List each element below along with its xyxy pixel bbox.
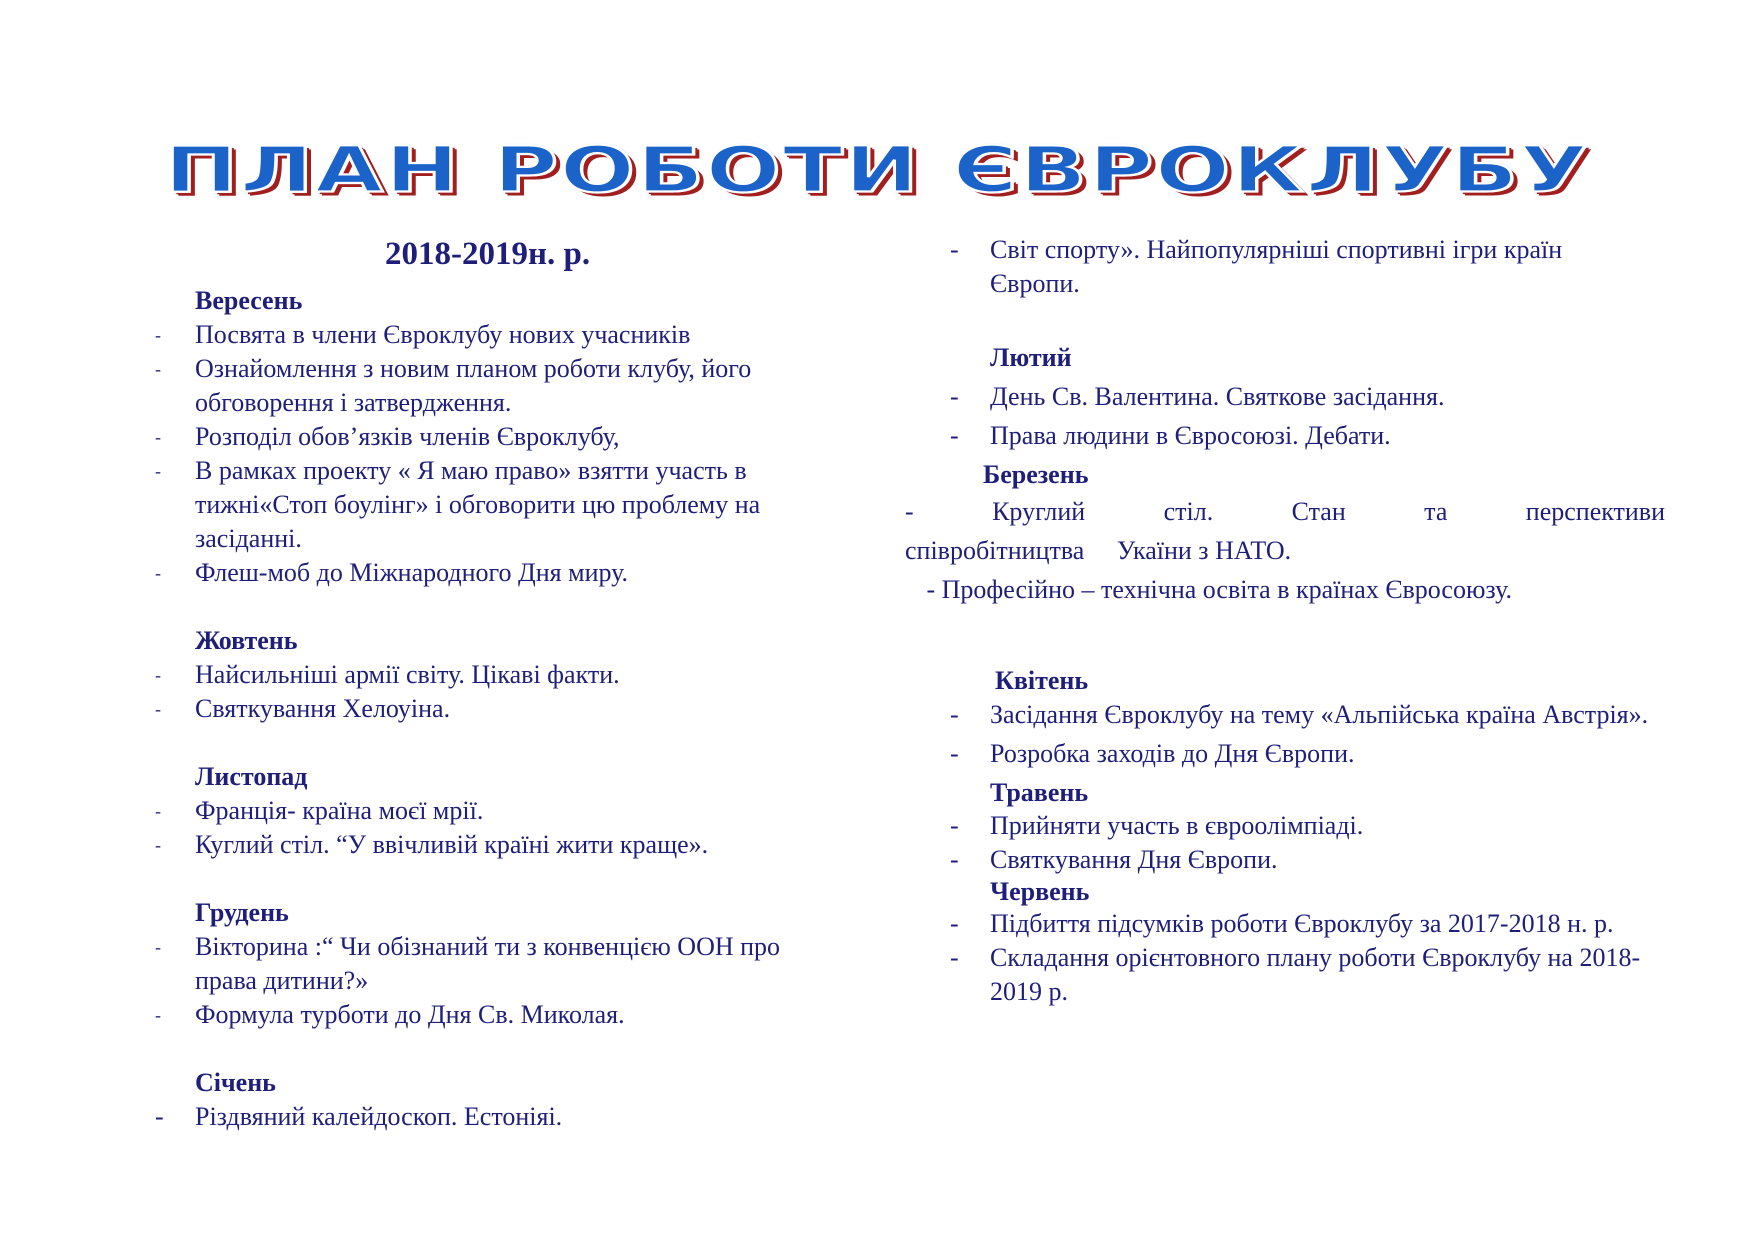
bullet-dash: - xyxy=(155,1102,164,1131)
item-text: Вікторина :“ Чи обізнаний ти з конвенцією ООН про права дитини?» xyxy=(195,932,781,995)
list-item xyxy=(155,692,845,726)
bullet-dash: - xyxy=(155,835,161,855)
item-text: Складання орієнтовного плану роботи Євроклубу на 2018-2019 р. xyxy=(990,943,1641,1006)
bullet-dash: - xyxy=(950,943,959,972)
item-text: Розробка заходів до Дня Європи. xyxy=(990,739,1355,768)
item-text: Святкування Дня Європи. xyxy=(990,845,1278,874)
list-item xyxy=(155,556,845,590)
item-text: В рамках проекту « Я маю право» взятти участь в тижні«Стоп боулінг» і обговорити цю проблему на засіданні. xyxy=(195,456,761,553)
list-item xyxy=(945,695,1665,734)
month-heading-february: Лютий xyxy=(990,343,1072,372)
school-year: 2018-2019н. р. xyxy=(385,236,591,272)
item-text: Найсильніші армії світу. Цікаві факти. xyxy=(195,660,620,689)
title-block xyxy=(0,132,1754,226)
bullet-dash: - xyxy=(155,563,161,583)
list-item xyxy=(945,907,1645,941)
list-item xyxy=(945,809,1645,843)
item-text: Засідання Євроклубу на тему «Альпійська країна Австрія». xyxy=(990,700,1649,729)
bullet-dash: - xyxy=(155,359,161,379)
item-text: Посвята в члени Євроклубу нових учасників xyxy=(195,320,691,349)
item-text: Куглий стіл. “У ввічливій країні жити краще». xyxy=(195,830,709,859)
bullet-dash: - xyxy=(155,325,161,345)
list-item xyxy=(155,658,845,692)
month-heading-june: Червень xyxy=(990,877,1090,906)
item-text: Флеш-моб до Міжнародного Дня миру. xyxy=(195,558,629,587)
month-heading-november: Листопад xyxy=(195,762,308,791)
month-heading-december: Грудень xyxy=(195,898,289,927)
item-text: Франція- країна моєї мрії. xyxy=(195,796,484,825)
bullet-dash: - xyxy=(155,461,161,481)
list-item xyxy=(945,941,1645,1009)
list-item xyxy=(155,318,845,352)
month-heading-april: Квітень xyxy=(995,666,1089,695)
item-text: Світ спорту». Найпопулярніші спортивні ігри країн Європи. xyxy=(990,235,1563,298)
bullet-dash: - xyxy=(155,1005,161,1025)
bullet-dash: - xyxy=(950,235,959,264)
bullet-dash: - xyxy=(950,700,959,729)
list-item xyxy=(945,377,1645,416)
bullet-dash: - xyxy=(950,421,959,450)
paragraph-line: співробітництва Укаїни з НАТО. xyxy=(905,536,1292,565)
paragraph-line: - Круглий стіл. Стан та перспективи xyxy=(905,497,1665,526)
item-text: Прийняти участь в євроолімпіаді. xyxy=(990,811,1364,840)
month-heading-september: Вересень xyxy=(195,286,303,315)
list-item xyxy=(945,416,1645,455)
list-item xyxy=(155,998,845,1032)
bullet-dash: - xyxy=(950,909,959,938)
list-item xyxy=(945,233,1645,301)
item-text: Святкування Хелоуіна. xyxy=(195,694,451,723)
bullet-dash: - xyxy=(155,937,161,957)
list-item xyxy=(945,843,1645,877)
list-item xyxy=(155,828,845,862)
item-text: Підбиття підсумків роботи Євроклубу за 2017-2018 н. р. xyxy=(990,909,1614,938)
list-item xyxy=(155,352,845,420)
paragraph-line: - Професійно – технічна освіта в країнах Євросоюзу. xyxy=(920,575,1512,604)
list-item xyxy=(155,794,845,828)
bullet-dash: - xyxy=(950,382,959,411)
bullet-dash: - xyxy=(950,811,959,840)
month-heading-march: Березень xyxy=(983,460,1089,489)
list-item xyxy=(155,454,845,556)
bullet-dash: - xyxy=(155,801,161,821)
item-text: Права людини в Євросоюзі. Дебати. xyxy=(990,421,1391,450)
month-heading-january: Січень xyxy=(195,1068,276,1097)
item-text: Різдвяний калейдоскоп. Естоніяі. xyxy=(195,1102,563,1131)
item-text: Формула турботи до Дня Св. Миколая. xyxy=(195,1000,625,1029)
bullet-dash: - xyxy=(155,665,161,685)
item-text: День Св. Валентина. Святкове засідання. xyxy=(990,382,1445,411)
list-item xyxy=(945,734,1645,773)
list-item xyxy=(155,420,845,454)
bullet-dash: - xyxy=(155,699,161,719)
item-text: Розподіл обов’язків членів Євроклубу, xyxy=(195,422,620,451)
page-title: ПЛАН РОБОТИ ЄВРОКЛУБУ xyxy=(164,132,1590,207)
bullet-dash: - xyxy=(950,739,959,768)
left-column xyxy=(155,284,845,1134)
bullet-dash: - xyxy=(950,845,959,874)
list-item xyxy=(155,1100,845,1134)
month-heading-may: Травень xyxy=(990,778,1089,807)
item-text: Ознайомлення з новим планом роботи клубу, його обговорення і затвердження. xyxy=(195,354,752,417)
month-heading-october: Жовтень xyxy=(195,626,298,655)
bullet-dash: - xyxy=(155,427,161,447)
list-item xyxy=(155,930,845,998)
right-column xyxy=(905,233,1665,1009)
